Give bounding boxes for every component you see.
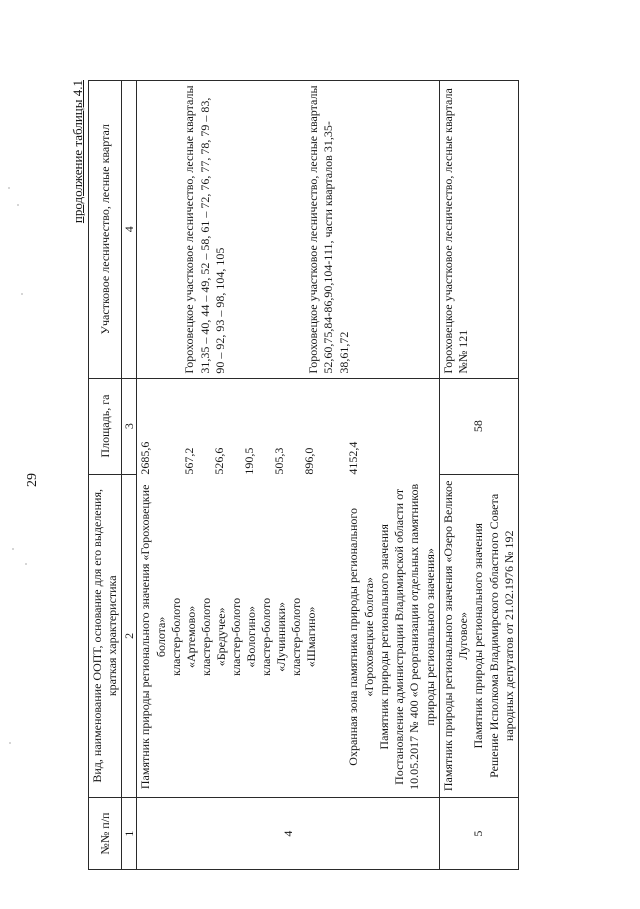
header-forestry: Участковое лесничество, лесные квартал <box>89 81 122 379</box>
header-area: Площадь, га <box>89 378 122 474</box>
monument-title: Памятник природы регионального значения «Гороховецкие болота» <box>138 484 168 790</box>
column-number: 2 <box>122 474 137 798</box>
bog-item: кластер-болото «Вологино» <box>228 597 259 676</box>
scan-speck <box>25 563 27 565</box>
continuation-label: продолжение таблицы 4.1 <box>70 80 85 224</box>
column-number: 4 <box>122 81 137 379</box>
bog-area: 505,3 <box>272 447 287 475</box>
bog-item: кластер-болото «Шмагино» <box>288 597 319 676</box>
bog-area: 896,0 <box>302 447 317 475</box>
column-number-row <box>122 81 137 870</box>
row-description <box>137 378 439 798</box>
header-row <box>89 81 122 870</box>
zone-title: Охранная зона памятника природы регионального «Гороховецкие болота» <box>346 508 376 766</box>
row-forestry <box>137 81 439 379</box>
scan-speck <box>21 293 23 295</box>
forestry-quarters-2: Гороховецкое участковое лесничество, лесные кварталы 52,60,75,84-86,90,104-111, части кварталов 31,35-38,61,72 <box>306 85 351 374</box>
page-number: 29 <box>25 473 40 487</box>
monument-block <box>138 383 332 794</box>
bog-item: кластер-болото «Артемово» <box>168 597 199 676</box>
scan-speck <box>8 187 10 189</box>
scan-speck <box>9 742 11 744</box>
bog-item: кластер-болото «Лучинники» <box>258 597 289 676</box>
row-area: 58 <box>439 378 518 474</box>
row-description <box>439 474 518 798</box>
rotated-page-content <box>70 80 516 870</box>
column-number: 3 <box>122 378 137 474</box>
bog-area: 567,2 <box>182 447 197 475</box>
scan-speck <box>17 204 19 206</box>
header-name: Вид, наименование ООПТ, основание для его выделения, краткая характеристика <box>89 474 122 798</box>
protection-zone-block <box>346 383 437 794</box>
table-row <box>137 81 439 870</box>
lake-title: Памятник природы регионального значения «Озеро Великое Луговое» <box>440 480 471 792</box>
lake-basis: Решение Исполкома Владимирского областного Совета народных депутатов от 21.02.1976 № 192 <box>486 493 516 778</box>
bog-area: 190,5 <box>242 447 257 475</box>
bog-item: кластер-болото «Бредучее» <box>198 597 229 676</box>
zone-basis: Постановление администрации Владимирской области от 10.05.2017 № 400 «О реорганизации отдельных памятников природы регионального значения» <box>392 483 437 790</box>
column-number: 1 <box>122 798 137 870</box>
bog-area: 526,6 <box>212 447 227 475</box>
zone-status: Памятник природы регионального значения <box>376 524 391 750</box>
monument-area: 2685,6 <box>138 441 153 475</box>
row-number: 4 <box>137 798 439 870</box>
zone-area: 4152,4 <box>346 441 361 475</box>
table-row <box>439 81 518 870</box>
protected-areas-table <box>88 80 519 870</box>
row-number: 5 <box>439 798 518 870</box>
forestry-quarters-1: Гороховецкое участковое лесничество, лесные кварталы 31,35 – 40, 44 – 49, 52 – 58, 61 – 72, 76, 77, 78, 79 – 83, 90 – 92, 93 – 98, 104, 105 <box>182 85 227 374</box>
scan-speck <box>12 548 14 550</box>
row-forestry: Гороховецкое участковое лесничество, лесные квартала №№ 121 <box>439 81 518 379</box>
lake-status: Памятник природы регионального значения <box>471 523 486 749</box>
header-number: №№ п/п <box>89 798 122 870</box>
